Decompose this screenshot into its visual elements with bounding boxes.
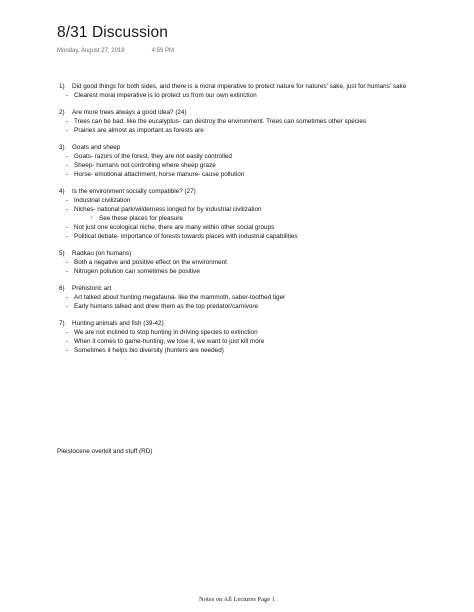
section-number: 1)	[59, 83, 65, 90]
bullet-list	[57, 258, 457, 276]
bullet-text: Early humans talked and drew them as the top predator/carnivore	[74, 303, 259, 310]
sub-bullet-text: See these places for pleasure	[99, 215, 183, 222]
bullet-text: Clearest moral imperative is to protect us from our own extinction	[74, 92, 257, 99]
bullet-list	[57, 293, 457, 311]
note-section	[57, 143, 457, 179]
bullet-item	[66, 205, 457, 214]
note-section	[57, 187, 457, 241]
bullet-list	[57, 117, 457, 135]
dash-bullet-icon: -	[66, 127, 69, 134]
dash-bullet-icon: -	[66, 303, 69, 310]
section-number: 6)	[59, 285, 65, 292]
bullet-item	[66, 232, 457, 241]
section-heading	[57, 108, 457, 117]
sub-bullet-list	[66, 214, 457, 223]
bullet-item	[66, 91, 457, 100]
bullet-text: When it comes to game-hunting, we lose it, we want to just kill more	[74, 338, 265, 345]
section-number: 2)	[59, 109, 65, 116]
section-title: Did good things for both sides, and there is a moral imperative to protect nature for natures' sake, just for humans' sake	[72, 83, 407, 90]
bullet-text: Nitrogen pollution can sometimes be positive	[74, 268, 200, 275]
dash-bullet-icon: -	[66, 153, 69, 160]
bullet-item	[66, 328, 457, 337]
dash-bullet-icon: -	[66, 259, 69, 266]
bullet-text: Prairies are almost as important as forests are	[74, 127, 204, 134]
dash-bullet-icon: -	[66, 268, 69, 275]
sub-bullet-item	[90, 214, 457, 223]
bullet-item	[66, 117, 457, 126]
bullet-list	[57, 328, 457, 355]
bullet-text: Not just one ecological niche, there are many within other social groups	[74, 224, 275, 231]
dash-bullet-icon: -	[66, 162, 69, 169]
bullet-item	[66, 170, 457, 179]
section-title: Prehistoric art	[72, 285, 112, 292]
dash-bullet-icon: -	[66, 294, 69, 301]
section-number: 7)	[59, 320, 65, 327]
bullet-list	[57, 152, 457, 179]
bullet-item	[66, 196, 457, 205]
bullet-list	[57, 91, 457, 100]
section-heading	[57, 249, 457, 258]
section-heading	[57, 284, 457, 293]
bullet-item	[66, 223, 457, 232]
note-section	[57, 108, 457, 135]
dash-bullet-icon: -	[66, 118, 69, 125]
note-section	[57, 249, 457, 276]
section-title: Is the environment socially compatible? (27)	[72, 188, 196, 195]
dash-bullet-icon: -	[66, 197, 69, 204]
bullet-item	[66, 293, 457, 302]
section-number: 3)	[59, 144, 65, 151]
closing-note: Pleistocene overkill and stuff (RD)	[57, 448, 153, 455]
bullet-item	[66, 152, 457, 161]
section-number: 5)	[59, 250, 65, 257]
bullet-text: Horse- emotional attachment, horse manure- cause pollution	[74, 171, 245, 178]
bullet-text: Art talked about hunting megafauna- like the mammoth, saber-toothed tiger	[74, 294, 286, 301]
bullet-text: Sometimes it helps bio diversity (hunters are needed)	[74, 347, 224, 354]
page-title: 8/31 Discussion	[57, 24, 168, 41]
section-title: Are more trees always a good idea? (24)	[72, 109, 187, 116]
dash-bullet-icon: -	[66, 171, 69, 178]
bullet-item	[66, 161, 457, 170]
bullet-item	[66, 302, 457, 311]
section-title: Radkau (on humans)	[72, 250, 132, 257]
dash-bullet-icon: -	[66, 224, 69, 231]
circle-bullet-icon: ○	[90, 215, 94, 221]
bullet-list	[57, 196, 457, 241]
bullet-text: Sheep- humans not controlling where sheep graze	[74, 162, 216, 169]
dash-bullet-icon: -	[66, 233, 69, 240]
note-section	[57, 319, 457, 355]
bullet-text: Niches- national park/wilderness longed for by industrial civilization	[74, 206, 262, 213]
bullet-text: We are not inclined to stop hunting in driving species to extinction	[74, 329, 258, 336]
note-section	[57, 284, 457, 311]
bullet-text: Both a negative and positive effect on the environment	[74, 259, 227, 266]
bullet-item	[66, 126, 457, 135]
bullet-text: Goats- razors of the forest, they are not easily controlled	[74, 153, 232, 160]
dash-bullet-icon: -	[66, 92, 69, 99]
dash-bullet-icon: -	[66, 338, 69, 345]
bullet-item	[66, 346, 457, 355]
timestamp	[57, 48, 174, 54]
bullet-text: Industrial civilization	[74, 197, 131, 204]
bullet-item	[66, 337, 457, 346]
bullet-text: Trees can be bad, like the eucalyptus- can destroy the environment. Trees can sometimes other species	[74, 118, 367, 125]
dash-bullet-icon: -	[66, 329, 69, 336]
section-heading	[57, 319, 457, 328]
time-label: 4:59 PM	[151, 48, 175, 54]
note-section	[57, 82, 457, 100]
page-footer: Notes on All Lectures Page 1	[199, 596, 275, 603]
section-title: Hunting animals and fish (39-42)	[72, 320, 164, 327]
section-heading	[57, 82, 457, 91]
dash-bullet-icon: -	[66, 206, 69, 213]
section-heading	[57, 143, 457, 152]
date-label: Monday, August 27, 2018	[57, 48, 125, 54]
notes-sections	[57, 82, 457, 363]
section-heading	[57, 187, 457, 196]
dash-bullet-icon: -	[66, 347, 69, 354]
section-title: Goats and sheep	[72, 144, 121, 151]
bullet-text: Political debate- importance of forests towards places with industrial capabilities	[74, 233, 298, 240]
section-number: 4)	[59, 188, 65, 195]
bullet-item	[66, 258, 457, 267]
bullet-item	[66, 267, 457, 276]
